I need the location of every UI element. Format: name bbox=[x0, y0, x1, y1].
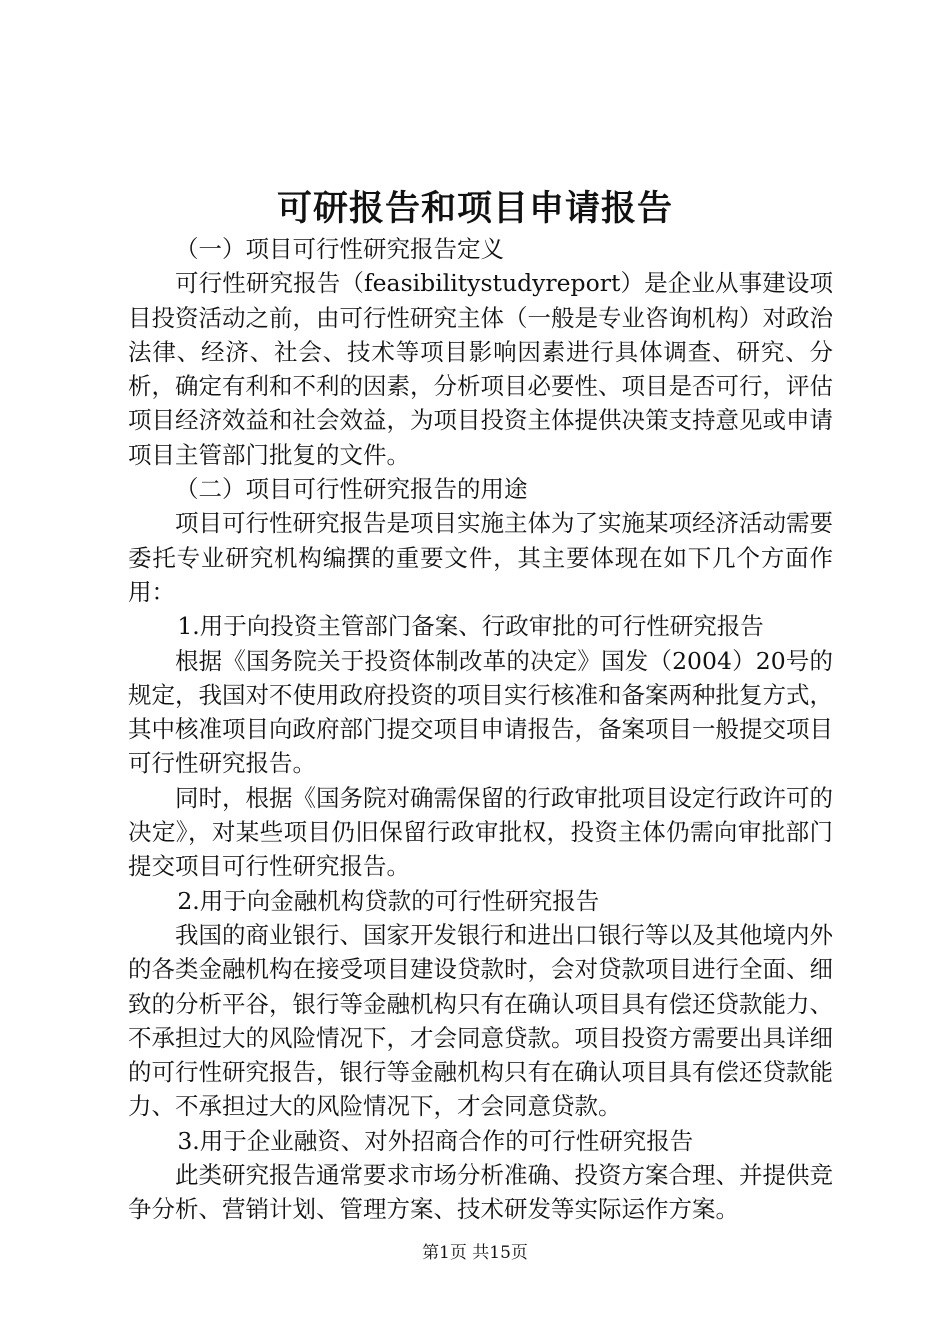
subheading-use-1: 1.用于向投资主管部门备案、行政审批的可行性研究报告 bbox=[177, 612, 764, 641]
paragraph-use-2: 我国的商业银行、国家开发银行和进出口银行等以及其他境内外的各类金融机构在接受项目建设贷款时，会对贷款项目进行全面、细致的分析平谷，银行等金融机构只有在确认项目具有偿还贷款能力、不承担过大的风险情况下，才会同意贷款。项目投资方需要出具详细的可行性研究报告，银行等金融机构只有在确认项目具有偿还贷款能力、不承担过大的风险情况下，才会同意贷款。 bbox=[128, 920, 833, 1121]
subheading-use-2: 2.用于向金融机构贷款的可行性研究报告 bbox=[177, 886, 600, 915]
section-heading-definition: （一）项目可行性研究报告定义 bbox=[175, 235, 504, 263]
document-body bbox=[128, 232, 833, 1227]
paragraph-use-1-a: 根据《国务院关于投资体制改革的决定》国发（2004）20号的规定，我国对不使用政府投资的项目实行核准和备案两种批复方式，其中核准项目向政府部门提交项目申请报告，备案项目一般提交项目可行性研究报告。 bbox=[128, 646, 833, 778]
paragraph-definition: 可行性研究报告（feasibilitystudyreport）是企业从事建设项目投资活动之前，由可行性研究主体（一般是专业咨询机构）对政治法律、经济、社会、技术等项目影响因素进行具体调查、研究、分析，确定有利和不利的因素，分析项目必要性、项目是否可行，评估项目经济效益和社会效益，为项目投资主体提供决策支持意见或申请项目主管部门批复的文件。 bbox=[128, 269, 833, 469]
paragraph-use-3: 此类研究报告通常要求市场分析准确、投资方案合理、并提供竞争分析、营销计划、管理方案、技术研发等实际运作方案。 bbox=[128, 1161, 833, 1224]
page-footer: 第1页 共15页 bbox=[422, 1243, 528, 1263]
section-heading-uses: （二）项目可行性研究报告的用途 bbox=[175, 475, 528, 504]
paragraph-uses-intro: 项目可行性研究报告是项目实施主体为了实施某项经济活动需要委托专业研究机构编撰的重要文件，其主要体现在如下几个方面作用： bbox=[128, 509, 833, 606]
subheading-use-3: 3.用于企业融资、对外招商合作的可行性研究报告 bbox=[177, 1126, 694, 1155]
document-title: 可研报告和项目申请报告 bbox=[276, 189, 673, 229]
paragraph-use-1-b: 同时，根据《国务院对确需保留的行政审批项目设定行政许可的决定》，对某些项目仍旧保留行政审批权，投资主体仍需向审批部门提交项目可行性研究报告。 bbox=[128, 783, 833, 881]
